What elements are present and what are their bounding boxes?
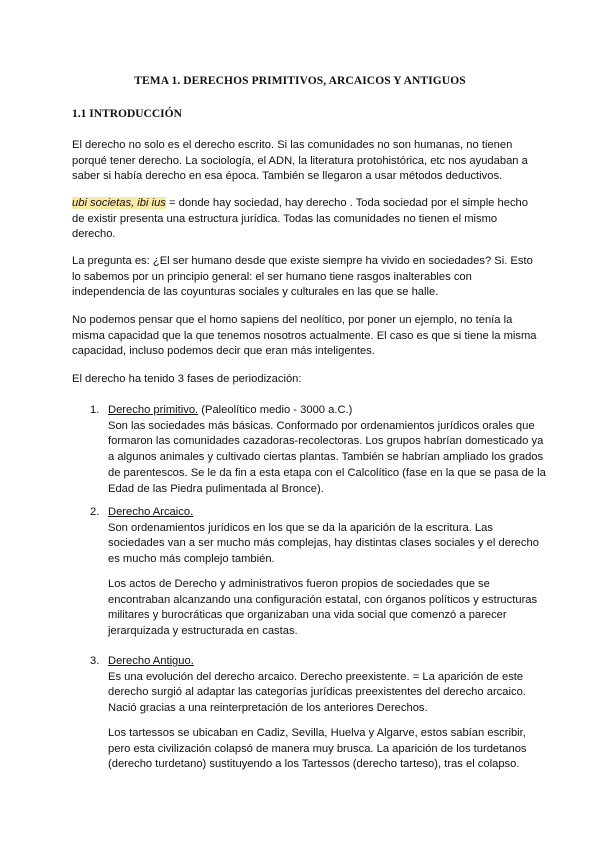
highlighted-latin-phrase: ubi societas, ibi ius bbox=[72, 197, 166, 209]
list-number-2: 2. bbox=[90, 506, 100, 518]
list-item-1-subtitle: (Paleolítico medio - 3000 a.C.) bbox=[198, 404, 353, 416]
document-title: TEMA 1. DERECHOS PRIMITIVOS, ARCAICOS Y ANTIGUOS bbox=[134, 75, 466, 87]
list-item-3-body: Es una evolución del derecho arcaico. Derecho preexistente. = La aparición de este derecho surgió al adaptar las categorías jurídicas preexistentes del derecho arcaico. Nació gracias a una reinterpretación de los anteriores Derechos. bbox=[108, 670, 526, 715]
list-number-1: 1. bbox=[90, 404, 100, 416]
list-item-2-title: Derecho Arcaico. bbox=[108, 506, 194, 518]
paragraph-ubi-societas bbox=[72, 196, 542, 243]
list-item-1-body: Son las sociedades más básicas. Conformado por ordenamientos jurídicos orales que formaron las comunidades cazadoras-recolectoras. Los grupos habrían domesticado ya a algunos animales y cultivado ciertas plantas. También se habrían ampliado los grados de parentescos. Se le da fin a esta etapa con el Calcolítico (fase en la que se pasa de la Edad de las Piedra pulimentada al Bronce). bbox=[108, 419, 546, 495]
list-item-1-title: Derecho primitivo. bbox=[108, 404, 199, 416]
paragraph-intro: El derecho no solo es el derecho escrito. Si las comunidades no son humanas, no tienen porqué tener derecho. La sociología, el ADN, la literatura protohistórica, etc nos ayudaban a saber si había derecho en esa época. También se llegaron a usar métodos deductivos. bbox=[72, 139, 528, 183]
section-heading: 1.1 INTRODUCCIÓN bbox=[72, 108, 182, 120]
paragraph-neolithic: No podemos pensar que el homo sapiens del neolítico, por poner un ejemplo, no tenía la misma capacidad que la que tenemos nosotros actualmente. El caso es que si tiene la misma capacidad, incluso podemos decir que eran más inteligentes. bbox=[72, 314, 537, 358]
paragraph-ubi-societas-text: = donde hay sociedad, hay derecho . Toda sociedad por el simple hecho de existir presenta una estructura jurídica. Todas las comunidades no tienen el mismo derecho. bbox=[72, 197, 528, 241]
paragraph-phases-intro: El derecho ha tenido 3 fases de periodización: bbox=[72, 373, 302, 385]
list-item-3-body-2: Los tartessos se ubicaban en Cadiz, Sevilla, Huelva y Algarve, estos sabían escribir, pero esta civilización colapsó de manera muy brusca. La aparición de los turdetanos (derecho turdetano) sustituyendo a los Tartessos (derecho tarteso), tras el colapso. bbox=[108, 727, 527, 771]
list-item-2-heading bbox=[108, 505, 548, 521]
list-number-3: 3. bbox=[90, 655, 100, 667]
paragraph-question: La pregunta es: ¿El ser humano desde que existe siempre ha vivido en sociedades? Si. Esto lo sabemos por un principio general: el ser humano tiene rasgos inalterables con independencia de las coyunturas sociales y culturales en las que se halle. bbox=[72, 255, 533, 299]
list-item-2-body: Son ordenamientos jurídicos en los que se da la aparición de la escritura. Las sociedades van a ser mucho más complejas, hay distintas clases sociales y el derecho es mucho más complejo también. bbox=[108, 521, 539, 566]
list-item-3-title: Derecho Antiguo. bbox=[108, 655, 194, 667]
list-item-2-body-2: Los actos de Derecho y administrativos fueron propios de sociedades que se encontraban alcanzando una configuración estatal, con órganos políticos y estructuras militares y burocráticas que organizaban una vida social que comenzó a parecer jerarquizada y estructurada en castas. bbox=[108, 578, 538, 638]
list-item-1-heading bbox=[108, 403, 548, 419]
list-item-3-heading bbox=[108, 654, 548, 670]
